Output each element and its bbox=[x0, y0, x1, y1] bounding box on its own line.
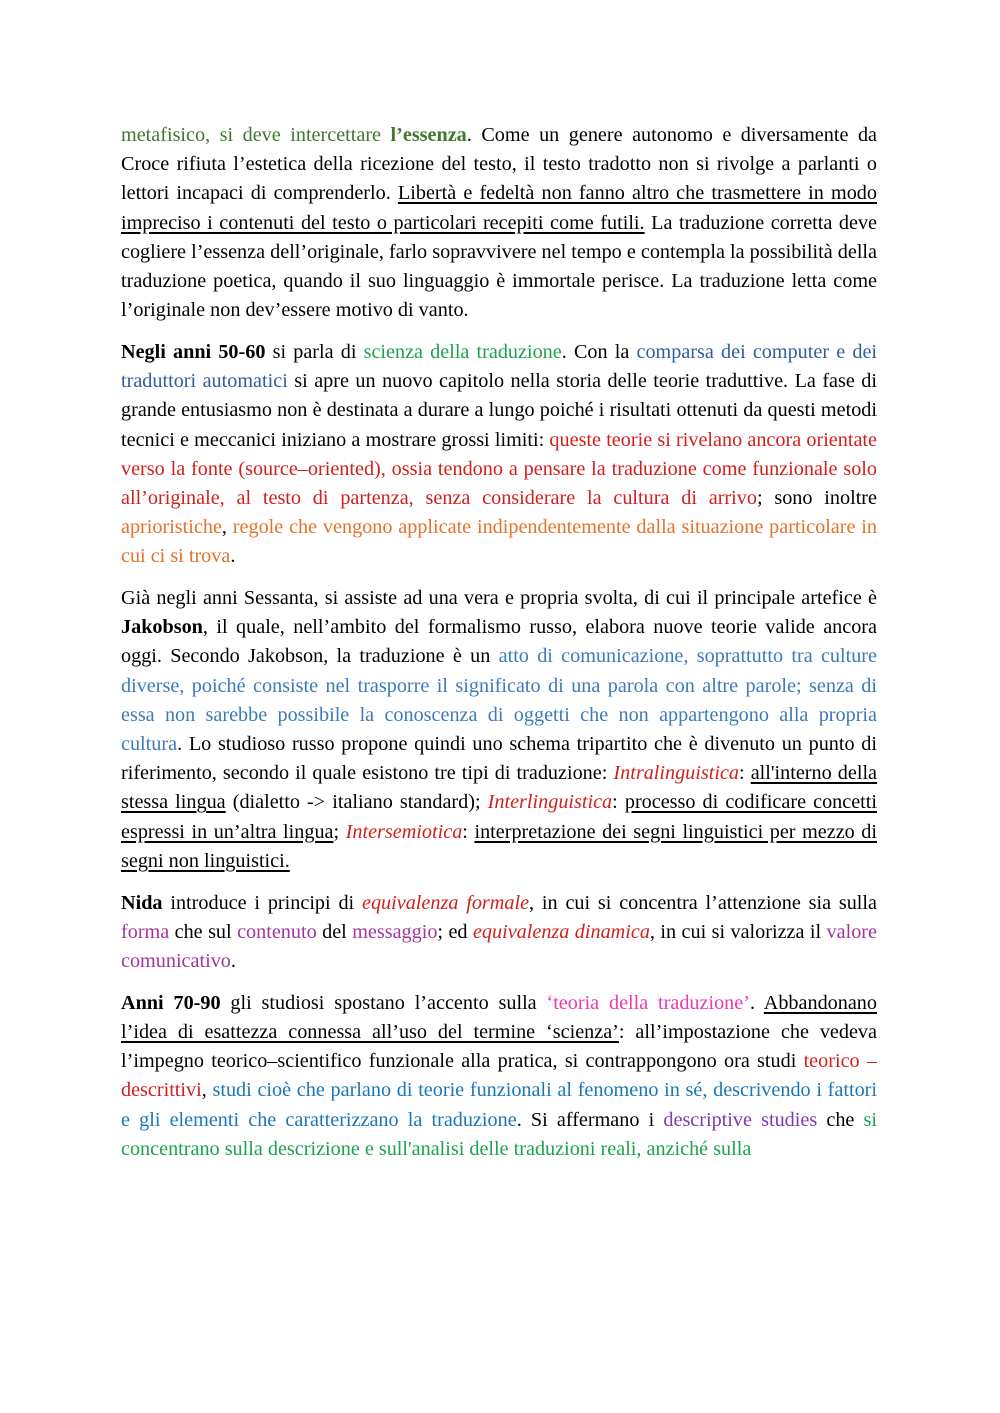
text-span: si apre un nuovo capitolo nella storia delle teorie traduttive. La fase di grande entusiasmo non è destinata a durare a lungo poiché i risultati ottenuti da questi metodi tecnici e meccanici iniziano a mostrare grossi limiti: bbox=[121, 370, 878, 451]
paragraph-anni-50-60 bbox=[121, 338, 877, 572]
text-span: : all’impostazione che vedeva l’impegno teorico–scientifico funzionale alla pratica, si contrappongono ora studi bbox=[121, 1020, 877, 1073]
text-span: , bbox=[201, 1079, 213, 1102]
text-span: . Con la bbox=[561, 340, 637, 363]
text-span: : bbox=[739, 762, 751, 785]
text-span: ; ed bbox=[437, 920, 473, 943]
text-span: introduce i principi di bbox=[162, 891, 362, 914]
text-span: La traduzione corretta deve cogliere l’essenza dell’originale, farlo sopravvivere nel tempo e contempla la possibilità della traduzione poetica, quando il suo linguaggio è immortale perisce. La traduzione letta come l’originale non dev’essere motivo di vanto. bbox=[121, 211, 877, 322]
text-span: ; bbox=[333, 820, 346, 843]
text-span: , in cui si valorizza il bbox=[649, 920, 827, 943]
text-span: queste teorie si rivelano ancora orientate verso la fonte (source–oriented), ossia tendono a pensare la traduzione come funzionale solo all’originale, al testo di partenza, senza considerare la cultura di arrivo bbox=[121, 428, 877, 509]
italic-term: Intersemiotica bbox=[345, 820, 463, 843]
italic-term: Intralinguistica bbox=[613, 762, 740, 785]
text-span: , in cui si concentra l’attenzione sia sulla bbox=[529, 891, 877, 914]
text-span: forma bbox=[121, 920, 170, 943]
bold-text: Jakobson bbox=[121, 616, 203, 639]
text-span: contenuto bbox=[237, 920, 317, 943]
text-span: . Si affermano i bbox=[516, 1108, 664, 1131]
underlined-text: processo di codificare concetti espressi in un’altra lingua bbox=[121, 791, 877, 843]
italic-term: equivalenza formale bbox=[361, 891, 530, 914]
underlined-text: Libertà e fedeltà non fanno altro che trasmettere in modo impreciso i contenuti del testo o particolari recepiti come futili. bbox=[121, 182, 877, 234]
text-span: messaggio bbox=[352, 920, 438, 943]
text-span: : bbox=[462, 820, 475, 843]
text-span: valore comunicativo bbox=[121, 920, 877, 972]
italic-term: equivalenza dinamica bbox=[472, 920, 650, 943]
text-span: gli studiosi spostano l’accento sulla bbox=[220, 991, 547, 1014]
text-span: ; sono inoltre bbox=[756, 486, 877, 509]
text-span: l’essenza bbox=[390, 124, 467, 146]
bold-text: Nida bbox=[121, 891, 163, 914]
text-span: del bbox=[316, 920, 353, 943]
text-span: si parla di bbox=[265, 340, 364, 363]
text-span: scienza della traduzione bbox=[363, 340, 562, 363]
text-span: comparsa dei computer e dei traduttori automatici bbox=[121, 340, 878, 393]
text-span: : bbox=[612, 791, 625, 814]
paragraph-nida bbox=[121, 889, 877, 977]
text-span: descriptive studies bbox=[663, 1108, 818, 1131]
text-span: . Come un genere autonomo e diversamente da Croce rifiuta l’estetica della ricezione del testo, il testo tradotto non si rivolge a parlanti o lettori incapaci di comprenderlo. bbox=[121, 124, 877, 205]
text-span: metafisico, si deve intercettare bbox=[121, 124, 391, 146]
text-span: studi cioè che parlano di teorie funzionali al fenomeno in sé, descrivendo i fattori e gli elementi che caratterizzano la traduzione bbox=[121, 1079, 877, 1131]
text-span: , il quale, nell’ambito del formalismo russo, elabora nuove teorie valide ancora oggi. Secondo Jakobson, la traduzione è un bbox=[121, 616, 877, 668]
text-span: , bbox=[221, 516, 233, 539]
text-span: che sul bbox=[169, 920, 238, 943]
underlined-text: all'interno della stessa lingua bbox=[121, 762, 878, 814]
underlined-text: interpretazione dei segni linguistici per mezzo di segni non linguistici. bbox=[121, 820, 878, 872]
text-span: . bbox=[230, 545, 236, 568]
text-span: regole che vengono applicate indipendentemente dalla situazione particolare in cui ci si trova bbox=[121, 516, 877, 568]
text-span: . bbox=[749, 991, 764, 1014]
paragraph-anni-70-90 bbox=[121, 989, 877, 1164]
text-span: Già negli anni Sessanta, si assiste ad una vera e propria svolta, di cui il principale artefice è bbox=[121, 587, 877, 610]
document-page bbox=[121, 121, 877, 1176]
underlined-text: Abbandonano l’idea di esattezza connessa all’uso del termine ‘scienza’ bbox=[121, 991, 877, 1043]
text-span: (dialetto -> italiano standard); bbox=[225, 791, 488, 814]
text-span: ‘teoria della traduzione’ bbox=[546, 991, 750, 1014]
text-span: . Lo studioso russo propone quindi uno schema tripartito che è divenuto un punto di riferimento, secondo il quale esistono tre tipi di traduzione: bbox=[121, 733, 877, 785]
text-span: aprioristiche bbox=[121, 516, 222, 539]
text-span: che bbox=[817, 1108, 864, 1131]
text-span: si concentrano sulla descrizione e sull'analisi delle traduzioni reali, anziché sulla bbox=[121, 1108, 878, 1160]
bold-heading-text: Negli anni 50-60 bbox=[121, 340, 266, 363]
bold-heading-text: Anni 70-90 bbox=[121, 991, 221, 1014]
italic-term: Interlinguistica bbox=[487, 791, 613, 814]
paragraph-jakobson bbox=[121, 584, 877, 876]
text-span: atto di comunicazione, soprattutto tra culture diverse, poiché consiste nel trasporre il significato di una parola con altre parole; senza di essa non sarebbe possibile la conoscenza di oggetti che non appartengono alla propria cultura bbox=[121, 645, 877, 756]
text-span: . bbox=[230, 949, 236, 972]
paragraph-essenza bbox=[121, 121, 877, 325]
text-span: teorico – descrittivi bbox=[121, 1050, 877, 1102]
